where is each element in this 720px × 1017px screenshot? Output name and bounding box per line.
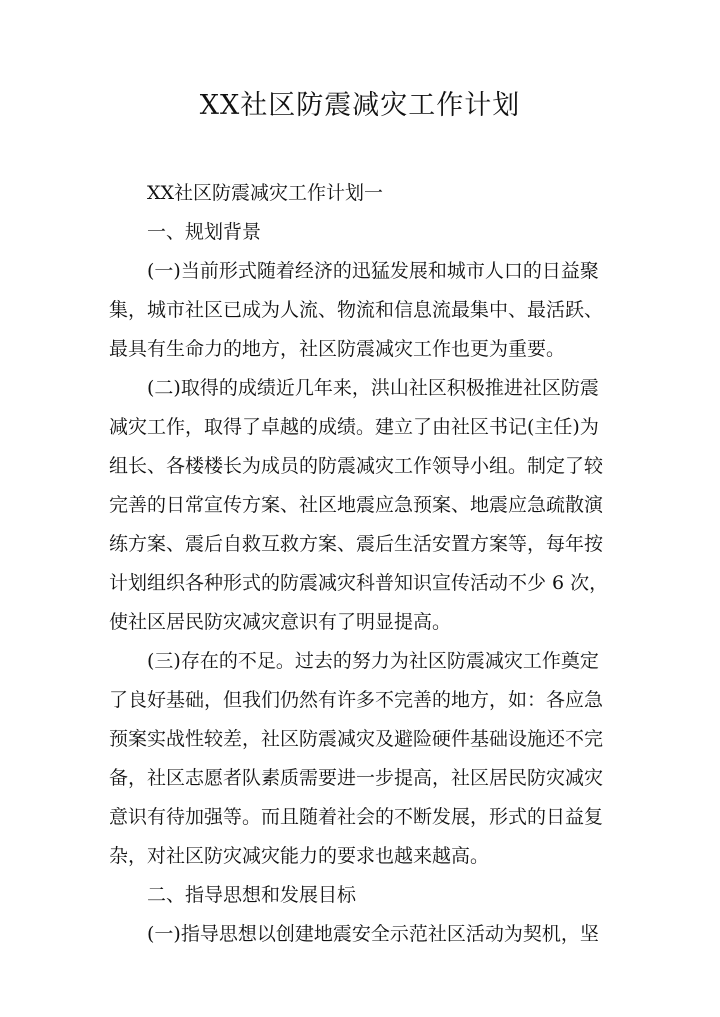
document-title: XX社区防震减灾工作计划	[199, 90, 521, 121]
paragraph-line: 备，社区志愿者队素质需要进一步提高，社区居民防灾减灾	[109, 767, 604, 789]
paragraph-line: 计划组织各种形式的防震减灾科普知识宣传活动不少 6 次，	[109, 572, 609, 594]
paragraph-line: 意识有待加强等。而且随着社会的不断发展，形式的日益复	[109, 806, 604, 828]
paragraph-line: 完善的日常宣传方案、社区地震应急预案、地震应急疏散演	[109, 494, 604, 516]
paragraph-line: 杂，对社区防灾减灾能力的要求也越来越高。	[109, 845, 490, 867]
paragraph-line: (一)当前形式随着经济的迅猛发展和城市人口的日益聚	[147, 260, 599, 282]
paragraph-line: 了良好基础，但我们仍然有许多不完善的地方，如：各应急	[109, 689, 604, 711]
paragraph-line: 最具有生命力的地方，社区防震减灾工作也更为重要。	[109, 338, 566, 360]
section-heading-guidance: 二、指导思想和发展目标	[147, 884, 357, 906]
paragraph-line: (一)指导思想以创建地震安全示范社区活动为契机，坚	[147, 923, 599, 945]
section-heading-background: 一、规划背景	[147, 221, 262, 243]
paragraph-line: 使社区居民防灾减灾意识有了明显提高。	[109, 611, 452, 633]
paragraph-line: 预案实战性较差，社区防震减灾及避险硬件基础设施还不完	[109, 728, 604, 750]
paragraph-line: (二)取得的成绩近几年来，洪山社区积极推进社区防震	[147, 377, 599, 399]
paragraph-line: 减灾工作，取得了卓越的成绩。建立了由社区书记(主任)为	[109, 416, 599, 438]
paragraph-line: 集，城市社区已成为人流、物流和信息流最集中、最活跃、	[109, 299, 604, 321]
document-subtitle: XX社区防震减灾工作计划一	[147, 182, 384, 204]
paragraph-line: 组长、各楼楼长为成员的防震减灾工作领导小组。制定了较	[109, 455, 604, 477]
paragraph-line: (三)存在的不足。过去的努力为社区防震减灾工作奠定	[147, 650, 599, 672]
paragraph-line: 练方案、震后自救互救方案、震后生活安置方案等，每年按	[109, 533, 604, 555]
